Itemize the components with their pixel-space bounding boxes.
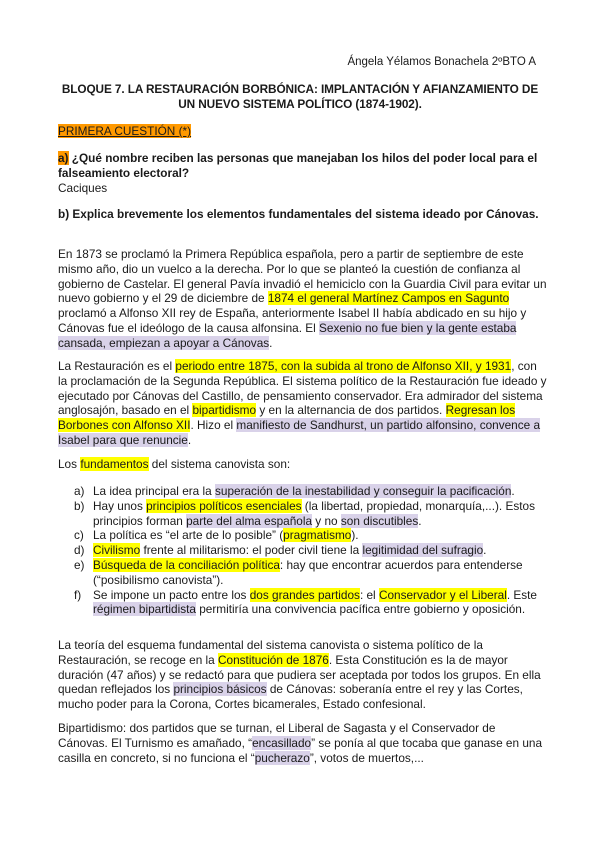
author-line: Ángela Yélamos Bonachela 2ºBTO A [347,56,536,68]
paragraph-3: Los fundamentos del sistema canovista son: [58,457,291,471]
list-item: a) La idea principal era la superación de la inestabilidad y conseguir la pacificación. [74,484,515,498]
answer-a: Caciques [58,181,108,195]
fundamentals-list [58,484,548,617]
question-a: a) ¿Qué nombre reciben las personas que manejaban los hilos del poder local para el falseamiento electoral? [58,151,538,180]
section-heading: PRIMERA CUESTIÓN (*) [58,124,192,138]
list-item: c) La política es “el arte de lo posible” (pragmatismo). [74,528,359,543]
question-b: b) Explica brevemente los elementos fundamentales del sistema ideado por Cánovas. [58,207,539,221]
paragraph-5: Bipartidismo: dos partidos que se turnan, el Liberal de Sagasta y el Conservador de Cánovas. El Turnismo es amañado, “encasillado” se ponía al que tocaba que ganase en una casilla en concreto, si no funciona el “pucherazo”, votos de muertos,... [58,721,543,765]
list-item: f) Se impone un pacto entre los dos grandes partidos: el Conservador y el Liberal. Este régimen bipartidista permitiría una convivencia pacífica entre gobierno y oposición. [74,587,537,617]
list-item: e) Búsqueda de la conciliación política: hay que encontrar acuerdos para entenderse (“posibilismo canovista”). [74,557,523,587]
paragraph-4: La teoría del esquema fundamental del sistema canovista o sistema político de la Restauración, se recoge en la Constitución de 1876. Esta Constitución es la de mayor duración (47 años) y se redactó para que pudiera ser aceptada por todos los grupos. En ella quedan reflejados los principios básicos de Cánovas: soberanía entre el rey y las Cortes, mucho poder para la Corona, Cortes bicamerales, Estado confesional. [58,638,541,712]
list-item: d) Civilismo frente al militarismo: el poder civil tiene la legitimidad del sufragio. [74,543,487,558]
list-item: b) Hay unos principios políticos esenciales (la libertad, propiedad, monarquía,...). Estos principios forman parte del alma española y no son discutibles. [74,498,535,528]
paragraph-2: La Restauración es el periodo entre 1875, con la subida al trono de Alfonso XII, y 1931, con la proclamación de la Segunda República. El sistema político de la Restauración fue ideado y ejecutado por Cánovas del Castillo, de pensamiento conservador. Era admirador del sistema anglosajón, basado en el bipartidismo y en la alternancia de dos partidos. Regresan los Borbones con Alfonso XII. Hizo el manifiesto de Sandhurst, un partido alfonsino, convence a Isabel para que renuncie. [58,359,547,447]
paragraph-1: En 1873 se proclamó la Primera República española, pero a partir de septiembre de este mismo año, dio un vuelco a la derecha. Por lo que se planteó la cuestión de confianza al gobierno de Castelar. El general Pavía invadió el hemiciclo con la Guardia Civil para evitar un nuevo gobierno y el 29 de diciembre de 1874 el general Martínez Campos en Sagunto proclamó a Alfonso XII rey de España, anteriormente Isabel II había abdicado en su hijo y Cánovas fue el ideólogo de la causa alfonsina. El Sexenio no fue bien y la gente estaba cansada, empiezan a apoyar a Cánovas. [58,247,547,350]
document-title: BLOQUE 7. LA RESTAURACIÓN BORBÓNICA: IMPLANTACIÓN Y AFIANZAMIENTO DE UN NUEVO SISTEMA POLÍTICO (1874-1902). [61,82,539,111]
